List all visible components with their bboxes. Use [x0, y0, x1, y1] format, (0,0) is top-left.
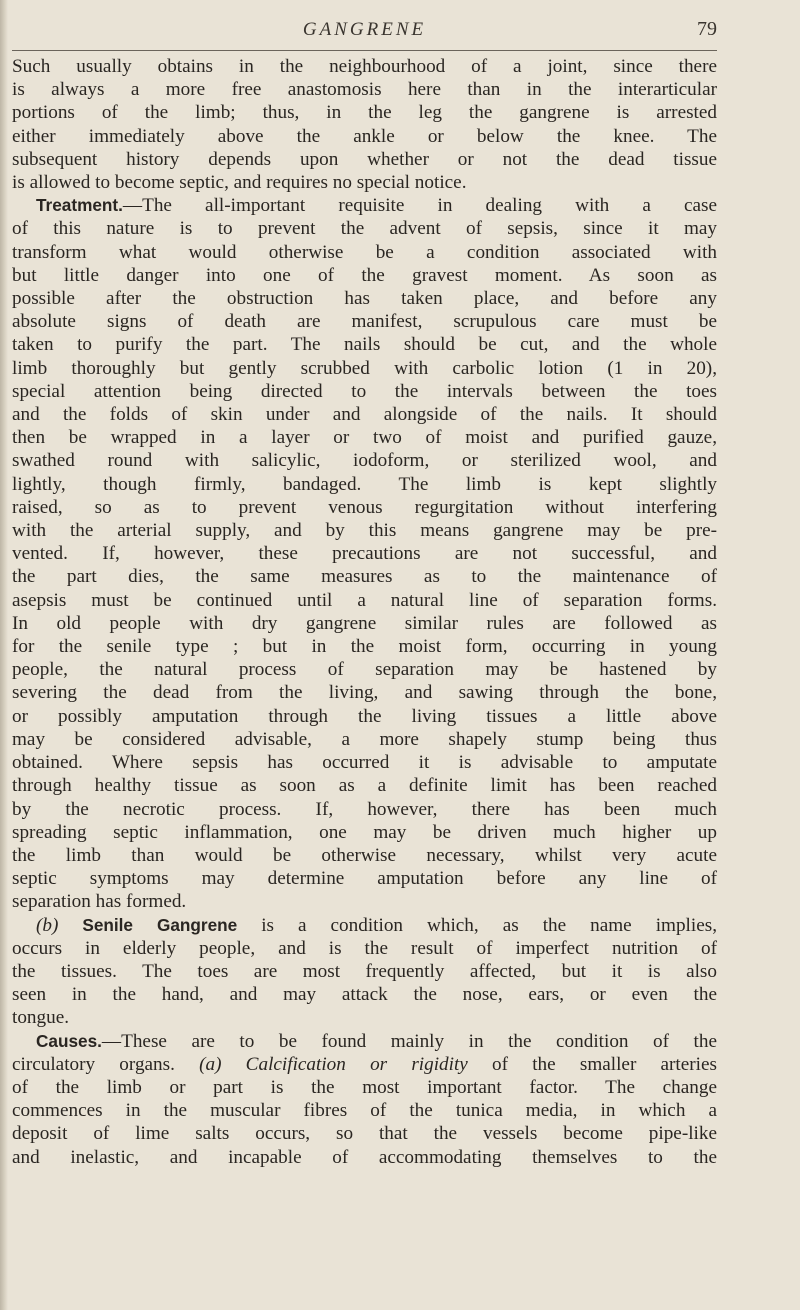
- text-line: seen in the hand, and may attack the nose, ears, or even the: [12, 984, 717, 1006]
- text-run: circulatory organs.: [12, 1053, 200, 1075]
- text-line-treatment: [12, 194, 717, 217]
- text-line: spreading septic inflammation, one may be driven much higher up: [12, 821, 717, 843]
- text-line: people, the natural process of separation may be hastened by: [12, 659, 717, 681]
- text-line: and inelastic, and incapable of accommodating themselves to the: [12, 1146, 717, 1168]
- text-line: tongue.: [12, 1007, 70, 1029]
- running-head: GANGRENE: [302, 19, 427, 40]
- text-line: through healthy tissue as soon as a definite limit has been reached: [12, 775, 717, 797]
- text-line: Such usually obtains in the neighbourhood of a joint, since there: [12, 56, 717, 77]
- text-line: for the senile type ; but in the moist form, occurring in young: [12, 636, 717, 658]
- text-line: vented. If, however, these precautions are not successful, and: [12, 543, 717, 565]
- text-line: separation has formed.: [12, 891, 187, 913]
- text-line: asepsis must be continued until a natural line of separation forms.: [12, 589, 717, 611]
- heading-causes: Causes.: [36, 1030, 102, 1051]
- text-line: lightly, though firmly, bandaged. The limb is kept slightly: [12, 473, 717, 495]
- text-line-causes: [12, 1030, 717, 1053]
- text-line: absolute signs of death are manifest, scrupulous care must be: [12, 311, 717, 333]
- text-line: occurs in elderly people, and is the result of imperfect nutrition of: [12, 937, 717, 959]
- italic-term: (a) Calcification or rigidity: [199, 1053, 468, 1075]
- text-line: of this nature is to prevent the advent of sepsis, since it may: [12, 218, 717, 240]
- text-line: special attention being directed to the intervals between the toes: [12, 380, 717, 402]
- text-line: by the necrotic process. If, however, there has been much: [12, 798, 717, 820]
- text-line: In old people with dry gangrene similar rules are followed as: [12, 612, 717, 634]
- list-marker-b: (b): [36, 914, 59, 936]
- text-line: commences in the muscular fibres of the tunica media, in which a: [12, 1100, 717, 1122]
- text-line: and the folds of skin under and alongside of the nails. It should: [12, 404, 717, 426]
- text-line-senile-gangrene: [12, 914, 717, 937]
- text-line: of the limb or part is the most important factor. The change: [12, 1076, 717, 1098]
- text-line: either immediately above the ankle or below the knee. The: [12, 125, 717, 147]
- text-line: possible after the obstruction has taken place, and before any: [12, 288, 717, 310]
- binding-edge: [0, 0, 8, 1310]
- text-line: is always a more free anastomosis here than in the interarticular: [12, 79, 717, 101]
- text-line: septic symptoms may determine amputation before any line of: [12, 868, 717, 890]
- text-line: is allowed to become septic, and requires no special notice.: [12, 172, 467, 194]
- text-line: subsequent history depends upon whether or not the dead tissue: [12, 148, 717, 170]
- text-line: raised, so as to prevent venous regurgitation without interfering: [12, 496, 717, 518]
- text-line: severing the dead from the living, and sawing through the bone,: [12, 682, 717, 704]
- body-text: [12, 55, 717, 1169]
- text-line: transform what would otherwise be a condition associated with: [12, 241, 717, 263]
- page-header: [12, 16, 717, 51]
- text-line: then be wrapped in a layer or two of moist and purified gauze,: [12, 427, 717, 449]
- text-line: portions of the limb; thus, in the leg the gangrene is arrested: [12, 102, 717, 124]
- text-line: the limb than would be otherwise necessary, whilst very acute: [12, 844, 717, 866]
- text-line: the part dies, the same measures as to the maintenance of: [12, 566, 717, 588]
- text-line: the tissues. The toes are most frequently affected, but it is also: [12, 960, 717, 982]
- page-number: 79: [697, 18, 717, 40]
- text-run: is a condition which, as the name implies,: [237, 914, 717, 936]
- text-run: of the smaller arteries: [467, 1053, 717, 1075]
- text-line: deposit of lime salts occurs, so that the vessels become pipe-like: [12, 1123, 717, 1145]
- text-run: —The all-important requisite in dealing with a case: [122, 195, 717, 217]
- text-line: but little danger into one of the gravest moment. As soon as: [12, 264, 717, 286]
- heading-treatment: Treatment.: [36, 195, 123, 216]
- text-line-calcification: [12, 1053, 717, 1076]
- text-line: with the arterial supply, and by this means gangrene may be pre-: [12, 520, 717, 542]
- text-line: obtained. Where sepsis has occurred it is advisable to amputate: [12, 752, 717, 774]
- text-line: taken to purify the part. The nails should be cut, and the whole: [12, 334, 717, 356]
- text-line: may be considered advisable, a more shapely stump being thus: [12, 728, 717, 750]
- text-line: limb thoroughly but gently scrubbed with carbolic lotion (1 in 20),: [12, 357, 717, 379]
- text-run: —These are to be found mainly in the condition of the: [101, 1030, 717, 1052]
- text-line: or possibly amputation through the living tissues a little above: [12, 705, 717, 727]
- text-line: swathed round with salicylic, iodoform, or sterilized wool, and: [12, 450, 717, 472]
- heading-senile-gangrene: Senile Gangrene: [58, 914, 238, 935]
